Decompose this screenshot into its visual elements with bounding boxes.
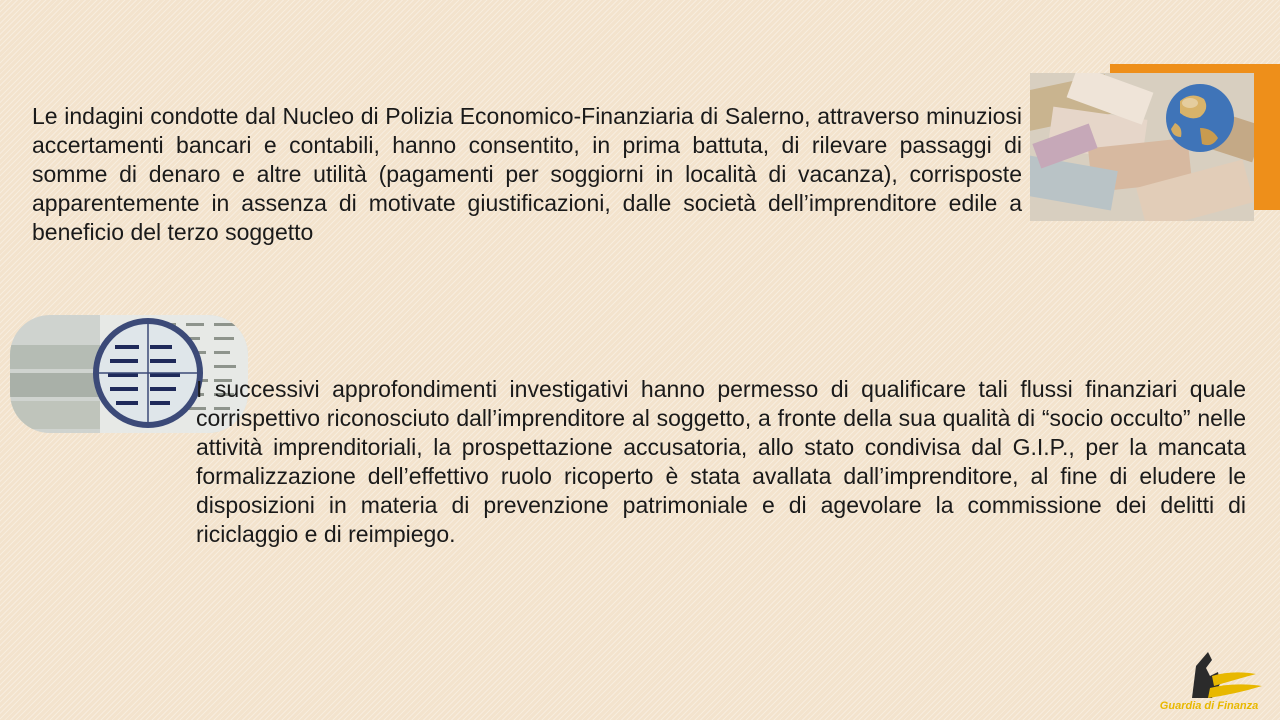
money-globe-photo xyxy=(1030,73,1254,221)
logo-text: Guardia di Finanza xyxy=(1159,700,1259,712)
paragraph-findings: I successivi approfondimenti investigativi hanno permesso di qualificare tali flussi finanziari quale corrispettivo riconosciuto dall’imprenditore al soggetto, a fronte della sua qualità di “socio occulto” nelle attività imprenditoriali, la prospettazione accusatoria, allo stato condivisa dal G.I.P., per la mancata formalizzazione dell’effettivo ruolo ricoperto è stata avallata dall’imprenditore, al fine di eludere le disposizioni in materia di prevenzione patrimoniale e di agevolare la commissione dei delitti di riciclaggio e di reimpiego. xyxy=(196,376,1246,547)
paragraph-investigations: Le indagini condotte dal Nucleo di Polizia Economico-Finanziaria di Salerno, attraverso minuziosi accertamenti bancari e contabili, hanno consentito, in prima battuta, di rilevare passaggi di somme di denaro e altre utilità (pagamenti per soggiorni in località di vacanza), corrisposte apparentemente in assenza di motivate giustificazioni, dalle società dell’imprenditore edile a beneficio del terzo soggetto xyxy=(32,103,1022,245)
guardia-di-finanza-logo xyxy=(1152,646,1266,716)
